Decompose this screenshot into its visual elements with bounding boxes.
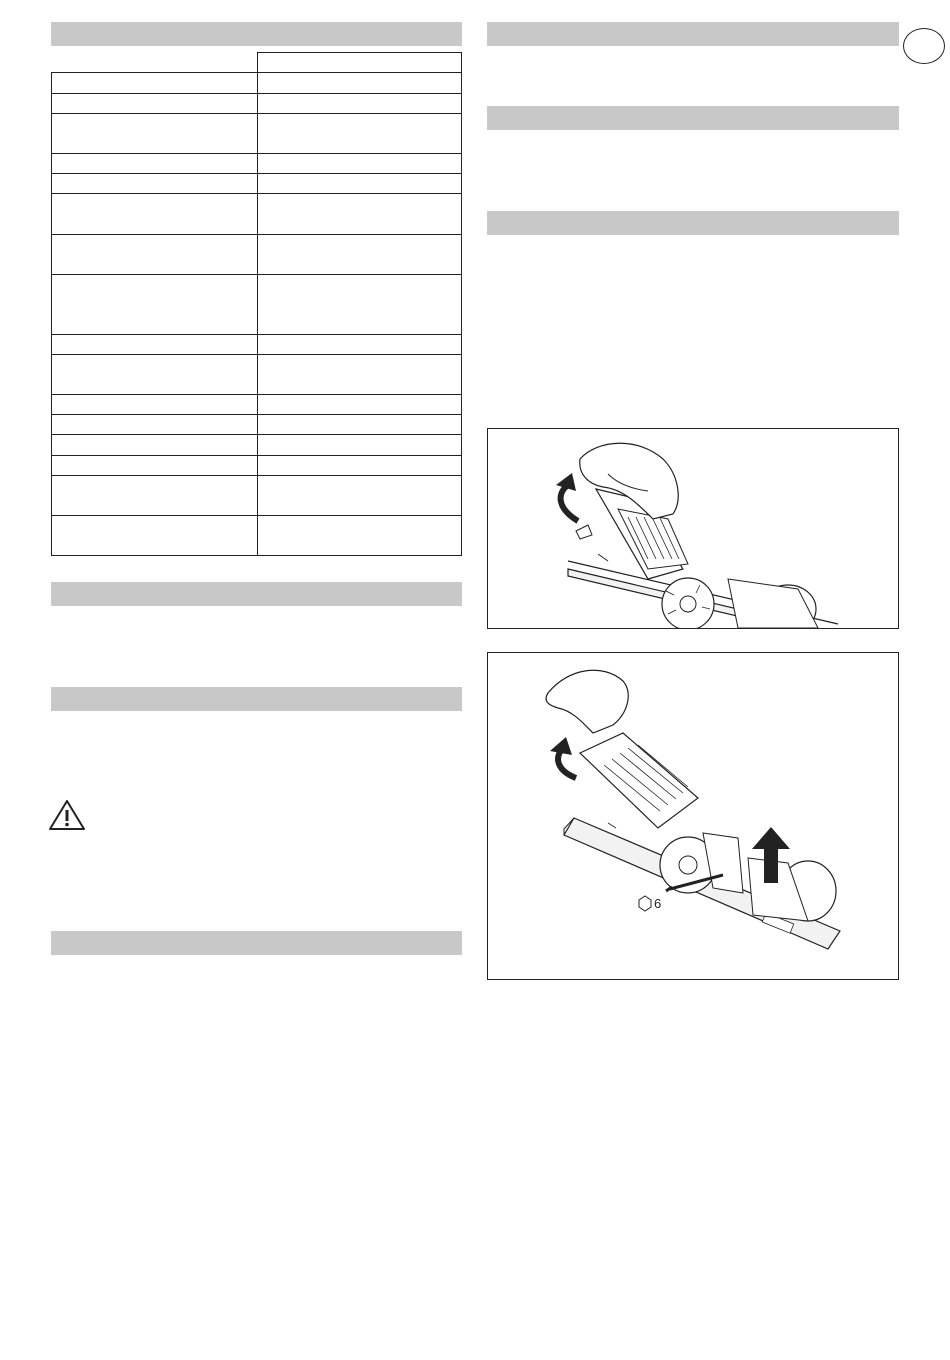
section-bar-technical-data: [51, 22, 462, 46]
table-row: [52, 114, 462, 154]
table-header-row: [52, 53, 462, 73]
table-row: [52, 415, 462, 435]
table-row: [52, 174, 462, 194]
section-bar-right-2: [487, 106, 899, 130]
section-bar-left-2: [51, 582, 462, 606]
section-bar-right-3: [487, 211, 899, 235]
table-row: [52, 435, 462, 456]
table-row: [52, 395, 462, 415]
table-row: [52, 275, 462, 335]
table-row: [52, 335, 462, 355]
figure-2: [487, 652, 899, 980]
language-badge: [903, 28, 945, 64]
table-row: [52, 194, 462, 235]
table-row: [52, 154, 462, 174]
table-row: [52, 94, 462, 114]
tool-size-label: 6: [654, 896, 662, 911]
figure-1: [487, 428, 899, 629]
table-row: [52, 516, 462, 556]
table-row: [52, 73, 462, 94]
section-bar-left-4: [51, 931, 462, 955]
spec-table: [51, 52, 462, 556]
drive-unit-motor-removal-illustration: [488, 653, 898, 979]
drive-unit-illustration: [488, 429, 898, 628]
table-row: [52, 355, 462, 395]
warning-icon: [47, 798, 87, 832]
table-row: [52, 235, 462, 275]
table-row: [52, 456, 462, 476]
table-row: [52, 476, 462, 516]
section-bar-right-1: [487, 22, 899, 46]
section-bar-left-3: [51, 687, 462, 711]
